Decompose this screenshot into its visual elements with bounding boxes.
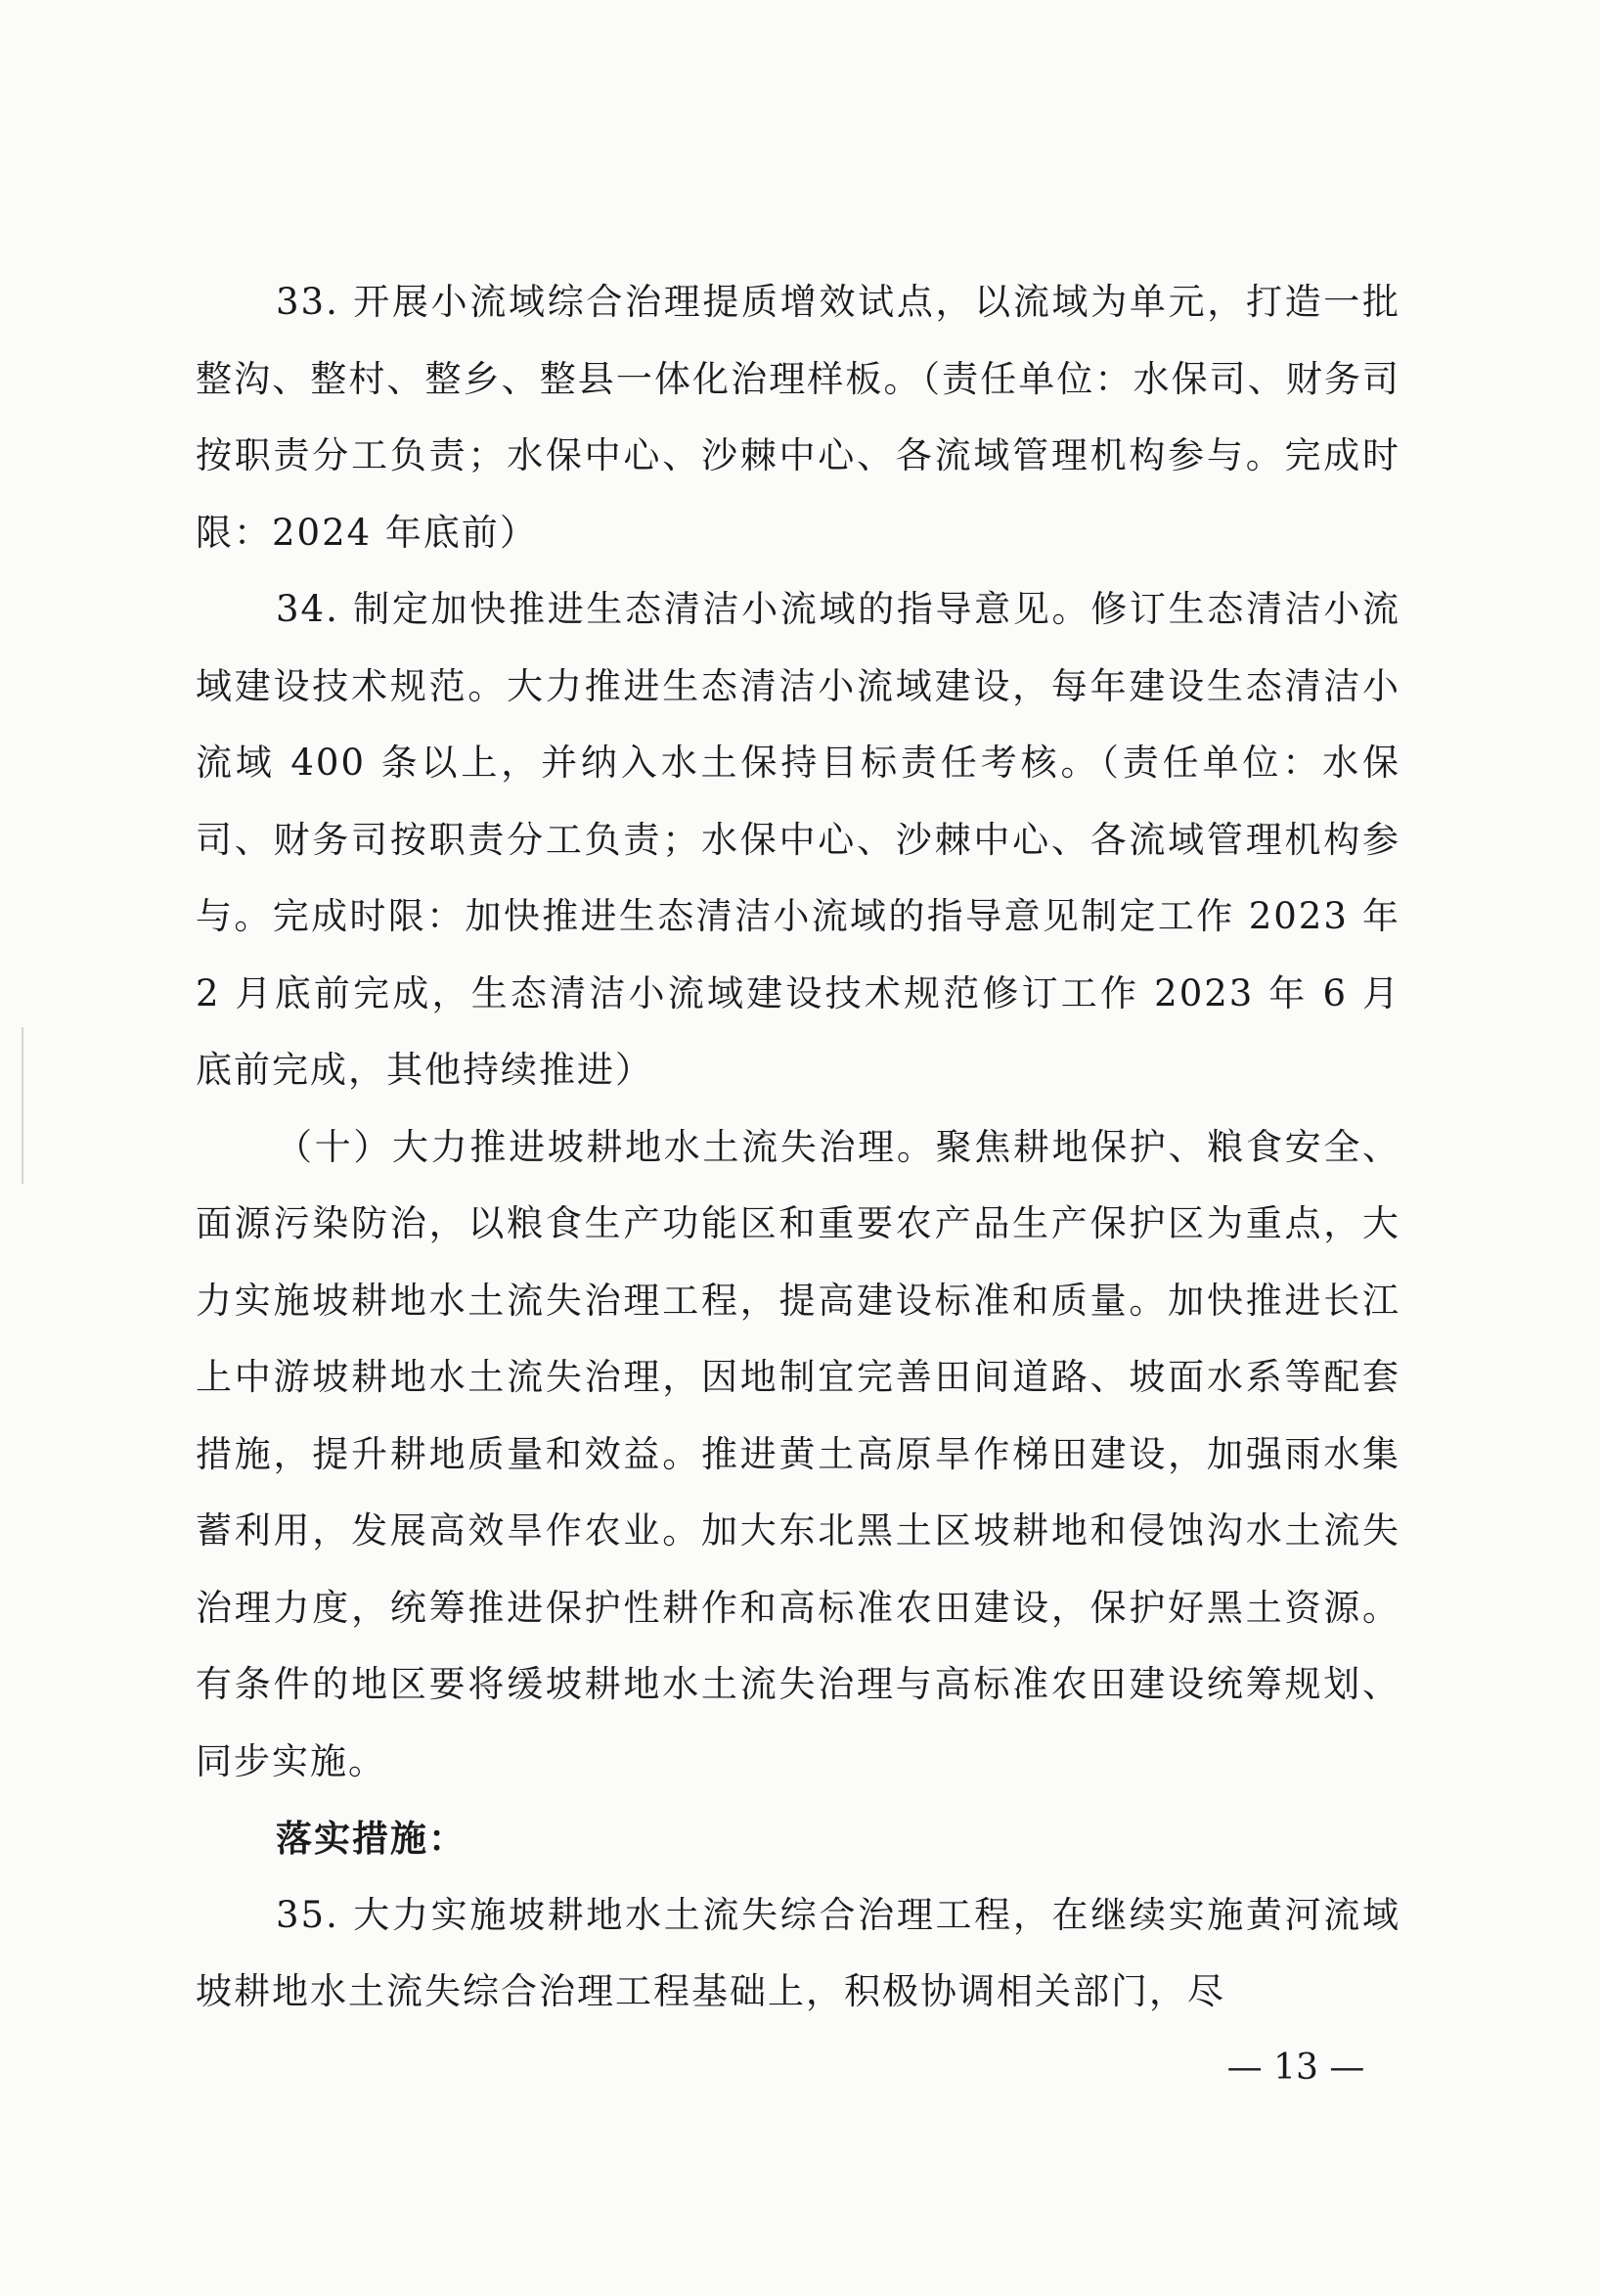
section-10-paragraph: （十）大力推进坡耕地水土流失治理。聚焦耕地保护、粮食安全、面源污染防治，以粮食生产功能区和重要农产品生产保护区为重点，大力实施坡耕地水土流失治理工程，提高建设标准和质量。加快推进长江上中游坡耕地水土流失治理，因地制宜完善田间道路、坡面水系等配套措施，提升耕地质量和效益。推进黄土高原旱作梯田建设，加强雨水集蓄利用，发展高效旱作农业。加大东北黑土区坡耕地和侵蚀沟水土流失治理力度，统筹推进保护性耕作和高标准农田建设，保护好黑土资源。有条件的地区要将缓坡耕地水土流失治理与高标准农田建设统筹规划、同步实施。 (196, 1125, 1400, 1782)
page-number: — 13 — (1226, 2048, 1365, 2088)
paragraph-33: 33. 开展小流域综合治理提质增效试点，以流域为单元，打造一批整沟、整村、整乡、整县一体化治理样板。（责任单位：水保司、财务司按职责分工负责；水保中心、沙棘中心、各流域管理机构参与。完成时限：2024 年底前） (196, 281, 1400, 554)
implementation-measures-heading: 落实措施： (276, 1817, 467, 1860)
body-text (196, 264, 1400, 2031)
paragraph-35: 35. 大力实施坡耕地水土流失综合治理工程，在继续实施黄河流域坡耕地水土流失综合治理工程基础上，积极协调相关部门，尽 (196, 1893, 1400, 2012)
binding-edge-mark (22, 1027, 23, 1184)
paragraph-34: 34. 制定加快推进生态清洁小流域的指导意见。修订生态清洁小流域建设技术规范。大力推进生态清洁小流域建设，每年建设生态清洁小流域 400 条以上，并纳入水土保持目标责任考核。（责任单位：水保司、财务司按职责分工负责；水保中心、沙棘中心、各流域管理机构参与。完成时限：加快推进生态清洁小流域的指导意见制定工作 2023 年 2 月底前完成，生态清洁小流域建设技术规范修订工作 2023 年 6 月底前完成，其他持续推进） (196, 588, 1400, 1091)
